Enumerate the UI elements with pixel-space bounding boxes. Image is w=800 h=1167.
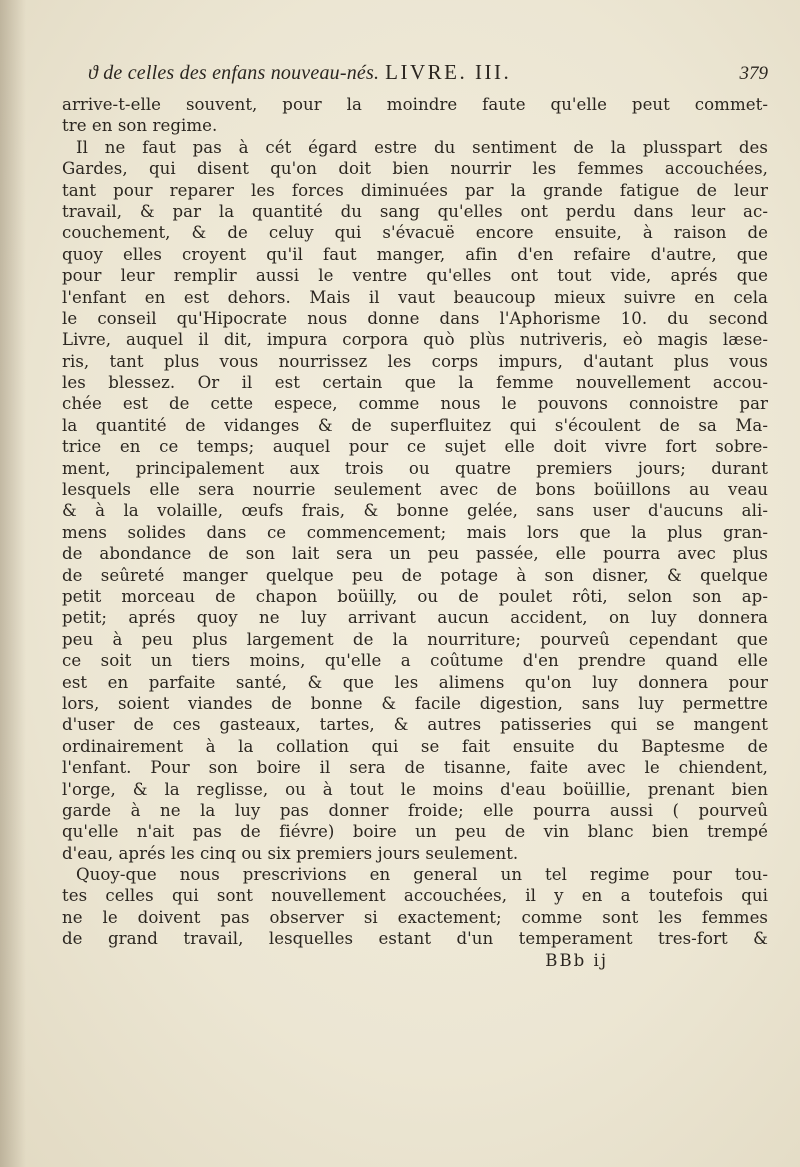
text-line: ordinairement à la collation qui se fait ensuite du Baptesme de xyxy=(62,736,768,756)
running-head-title: ϑ de celles des enfans nouveau-nés. xyxy=(88,62,380,84)
body-text xyxy=(62,94,768,950)
text-line: le conseil qu'Hipocrate nous donne dans l'Aphorisme 10. du second xyxy=(62,308,768,328)
text-line: petit morceau de chapon boüilly, ou de poulet rôti, selon son ap- xyxy=(62,586,768,606)
text-line: de seûreté manger quelque peu de potage à son disner, & quelque xyxy=(62,565,768,585)
text-block xyxy=(62,60,768,971)
text-line: lors, soient viandes de bonne & facile digestion, sans luy permettre xyxy=(62,693,768,713)
running-head-book: LIVRE. III. xyxy=(385,60,512,84)
text-line: de abondance de son lait sera un peu passée, elle pourra avec plus xyxy=(62,544,768,564)
text-line: de grand travail, lesquelles estant d'un temperament tres-fort & xyxy=(62,929,768,949)
text-line: & à la volaille, œufs frais, & bonne gelée, sans user d'aucuns ali- xyxy=(62,501,768,521)
text-line: petit; aprés quoy ne luy arrivant aucun accident, on luy donnera xyxy=(62,608,768,628)
text-line: tant pour reparer les forces diminuées par la grande fatigue de leur xyxy=(62,180,768,200)
binding-shadow xyxy=(0,0,26,1167)
text-line: est en parfaite santé, & que les alimens qu'on luy donnera pour xyxy=(62,672,768,692)
text-line: les blessez. Or il est certain que la femme nouvellement accou- xyxy=(62,373,768,393)
text-line: Gardes, qui disent qu'on doit bien nourrir les femmes accouchées, xyxy=(62,159,768,179)
text-line: couchement, & de celuy qui s'évacuë encore ensuite, à raison de xyxy=(62,223,768,243)
text-line: ne le doivent pas observer si exactement; comme sont les femmes xyxy=(62,907,768,927)
text-line: qu'elle n'ait pas de fiévre) boire un peu de vin blanc bien trempé xyxy=(62,822,768,842)
text-line: travail, & par la quantité du sang qu'elles ont perdu dans leur ac- xyxy=(62,201,768,221)
text-line: quoy elles croyent qu'il faut manger, afin d'en refaire d'autre, que xyxy=(62,244,768,264)
text-line: d'user de ces gasteaux, tartes, & autres patisseries qui se mangent xyxy=(62,715,768,735)
text-line: peu à peu plus largement de la nourriture; pourveû cependant que xyxy=(62,629,768,649)
text-line: tes celles qui sont nouvellement accouchées, il y en a toutefois qui xyxy=(62,886,768,906)
text-line: Livre, auquel il dit, impura corpora quò plùs nutriveris, eò magis læse- xyxy=(62,330,768,350)
text-line: pour leur remplir aussi le ventre qu'elles ont tout vide, aprés que xyxy=(62,266,768,286)
text-line: tre en son regime. xyxy=(62,116,218,136)
text-line: ment, principalement aux trois ou quatre premiers jours; durant xyxy=(62,458,768,478)
text-line: d'eau, aprés les cinq ou six premiers jours seulement. xyxy=(62,843,519,863)
text-line: l'enfant. Pour son boire il sera de tisanne, faite avec le chiendent, xyxy=(62,758,768,778)
text-line: arrive-t-elle souvent, pour la moindre faute qu'elle peut commet- xyxy=(62,95,768,114)
page-number: 379 xyxy=(739,63,768,84)
text-line: mens solides dans ce commencement; mais lors que la plus gran- xyxy=(62,522,768,542)
text-line: trice en ce temps; auquel pour ce sujet elle doit vivre fort sobre- xyxy=(62,437,768,457)
running-head xyxy=(62,60,768,90)
text-line: Il ne faut pas à cét égard estre du sentiment de la plusspart des xyxy=(76,137,768,157)
text-line: l'enfant en est dehors. Mais il vaut beaucoup mieux suivre en cela xyxy=(62,287,768,307)
text-line: ce soit un tiers moins, qu'elle a coûtume d'en prendre quand elle xyxy=(62,651,768,671)
text-line: Quoy-que nous prescrivions en general un tel regime pour tou- xyxy=(76,865,768,885)
text-line: la quantité de vidanges & de superfluitez qui s'écoulent de sa Ma- xyxy=(62,415,768,435)
text-line: ris, tant plus vous nourrissez les corps impurs, d'autant plus vous xyxy=(62,351,768,371)
signature-mark: BBb ij xyxy=(545,950,608,970)
text-line: lesquels elle sera nourrie seulement avec de bons boüillons au veau xyxy=(62,480,768,500)
text-line: garde à ne la luy pas donner froide; elle pourra aussi ( pourveû xyxy=(62,800,768,820)
text-line: l'orge, & la reglisse, ou à tout le moins d'eau boüillie, prenant bien xyxy=(62,779,768,799)
text-line: chée est de cette espece, comme nous le pouvons connoistre par xyxy=(62,394,768,414)
